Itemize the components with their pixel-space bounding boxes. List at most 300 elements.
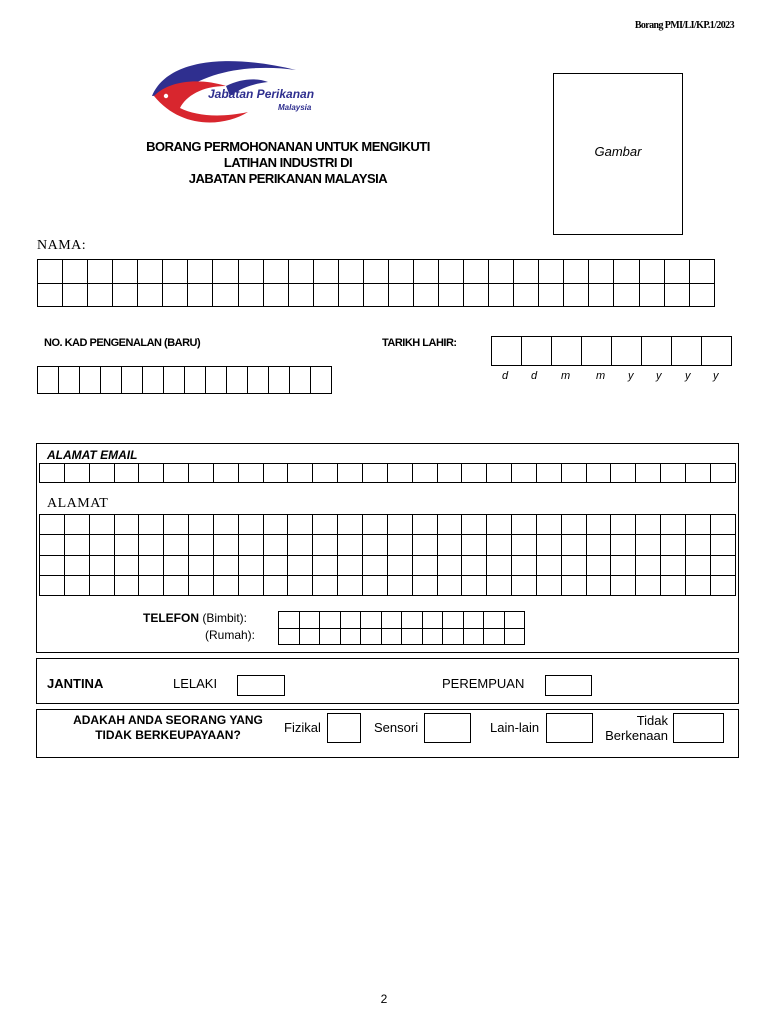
nama-cell[interactable]	[664, 283, 689, 307]
email-cell[interactable]	[263, 464, 288, 483]
disability-question	[40, 713, 296, 743]
nama-cell[interactable]	[63, 283, 88, 307]
ic-cell[interactable]	[227, 367, 248, 394]
alamat-cell[interactable]	[288, 535, 313, 555]
alamat-cell[interactable]	[561, 575, 586, 595]
alamat-cell[interactable]	[586, 515, 611, 535]
title-line-1: BORANG PERMOHONANAN UNTUK MENGIKUTI	[146, 139, 430, 154]
alamat-cell[interactable]	[263, 515, 288, 535]
email-cell[interactable]	[89, 464, 114, 483]
alamat-cell[interactable]	[189, 575, 214, 595]
telefon-cell[interactable]	[484, 612, 505, 629]
nama-cell[interactable]	[213, 260, 238, 284]
alamat-cell[interactable]	[387, 575, 412, 595]
alamat-cell[interactable]	[710, 555, 735, 575]
alamat-cell[interactable]	[437, 535, 462, 555]
alamat-cell[interactable]	[313, 555, 338, 575]
email-label: ALAMAT EMAIL	[47, 448, 138, 462]
nama-cell[interactable]	[514, 260, 539, 284]
alamat-cell[interactable]	[213, 515, 238, 535]
alamat-cell[interactable]	[288, 575, 313, 595]
nama-cell[interactable]	[288, 260, 313, 284]
telefon-cell[interactable]	[463, 612, 484, 629]
ic-cell[interactable]	[122, 367, 143, 394]
nama-row	[38, 260, 715, 284]
sensori-label: Sensori	[374, 720, 419, 735]
telefon-cell[interactable]	[422, 612, 443, 629]
date-hint-y2: y	[656, 370, 662, 382]
telefon-cell[interactable]	[279, 628, 300, 645]
jabatan-perikanan-logo	[150, 52, 322, 130]
alamat-cell[interactable]	[437, 515, 462, 535]
photo-box[interactable]	[553, 73, 683, 235]
email-cell[interactable]	[64, 464, 89, 483]
nama-cell[interactable]	[614, 283, 639, 307]
email-cell[interactable]	[661, 464, 686, 483]
date-hint-m2: m	[596, 370, 606, 382]
alamat-cell[interactable]	[661, 555, 686, 575]
alamat-label: ALAMAT	[47, 496, 109, 511]
telefon-cell[interactable]	[402, 612, 423, 629]
alamat-cell[interactable]	[512, 555, 537, 575]
alamat-cell[interactable]	[710, 575, 735, 595]
alamat-cell[interactable]	[189, 535, 214, 555]
alamat-cell[interactable]	[338, 575, 363, 595]
telefon-cell[interactable]	[484, 628, 505, 645]
telefon-cell[interactable]	[443, 628, 464, 645]
ic-cell[interactable]	[248, 367, 269, 394]
form-title	[110, 139, 466, 187]
alamat-cell[interactable]	[164, 575, 189, 595]
alamat-cell[interactable]	[512, 515, 537, 535]
lelaki-label: LELAKI	[173, 676, 218, 691]
alamat-cell[interactable]	[40, 535, 65, 555]
nama-cell[interactable]	[689, 283, 714, 307]
nama-cell[interactable]	[338, 260, 363, 284]
alamat-cell[interactable]	[40, 575, 65, 595]
alamat-cell[interactable]	[89, 575, 114, 595]
ic-cell[interactable]	[143, 367, 164, 394]
disability-question-line-1: ADAKAH ANDA SEORANG YANG	[73, 713, 263, 727]
email-grid[interactable]	[39, 463, 736, 483]
telefon-cell[interactable]	[504, 628, 525, 645]
alamat-cell[interactable]	[487, 535, 512, 555]
alamat-cell[interactable]	[586, 575, 611, 595]
date-hint-d2: d	[531, 370, 538, 382]
nama-grid[interactable]	[37, 259, 715, 307]
alamat-cell[interactable]	[64, 535, 89, 555]
fizikal-label: Fizikal	[284, 720, 321, 735]
telefon-cell[interactable]	[340, 612, 361, 629]
alamat-cell[interactable]	[114, 555, 139, 575]
nama-cell[interactable]	[439, 260, 464, 284]
alamat-cell[interactable]	[536, 575, 561, 595]
email-cell[interactable]	[437, 464, 462, 483]
email-cell[interactable]	[114, 464, 139, 483]
dob-cell[interactable]	[642, 337, 672, 366]
nama-cell[interactable]	[313, 283, 338, 307]
alamat-cell[interactable]	[412, 535, 437, 555]
alamat-cell[interactable]	[636, 555, 661, 575]
alamat-cell[interactable]	[288, 515, 313, 535]
alamat-cell[interactable]	[462, 515, 487, 535]
nama-cell[interactable]	[589, 283, 614, 307]
alamat-cell[interactable]	[40, 515, 65, 535]
alamat-cell[interactable]	[164, 535, 189, 555]
nama-cell[interactable]	[639, 283, 664, 307]
lelaki-checkbox[interactable]	[237, 675, 285, 696]
page-number: 2	[380, 992, 388, 1006]
alamat-cell[interactable]	[338, 555, 363, 575]
ic-cell[interactable]	[290, 367, 311, 394]
alamat-cell[interactable]	[462, 575, 487, 595]
alamat-cell[interactable]	[536, 535, 561, 555]
telefon-cell[interactable]	[299, 628, 320, 645]
nama-cell[interactable]	[439, 283, 464, 307]
nama-cell[interactable]	[539, 260, 564, 284]
alamat-cell[interactable]	[313, 575, 338, 595]
dob-label: TARIKH LAHIR:	[382, 337, 457, 349]
perempuan-label: PEREMPUAN	[442, 676, 525, 691]
alamat-cell[interactable]	[462, 535, 487, 555]
alamat-cell[interactable]	[139, 515, 164, 535]
alamat-cell[interactable]	[64, 575, 89, 595]
alamat-cell[interactable]	[661, 515, 686, 535]
lain-lain-label: Lain-lain	[490, 720, 540, 735]
tidak-berkenaan-checkbox[interactable]	[673, 713, 724, 743]
telefon-grid[interactable]	[278, 611, 525, 645]
alamat-cell[interactable]	[362, 515, 387, 535]
nama-cell[interactable]	[664, 260, 689, 284]
nama-cell[interactable]	[38, 260, 63, 284]
alamat-cell[interactable]	[64, 515, 89, 535]
alamat-cell[interactable]	[387, 515, 412, 535]
dob-cell[interactable]	[492, 337, 522, 366]
alamat-cell[interactable]	[40, 555, 65, 575]
telefon-title: TELEFON	[143, 611, 199, 625]
alamat-cell[interactable]	[512, 575, 537, 595]
alamat-row	[40, 575, 736, 595]
alamat-cell[interactable]	[338, 515, 363, 535]
ic-cell[interactable]	[185, 367, 206, 394]
dob-grid[interactable]	[491, 336, 732, 366]
dob-cell[interactable]	[552, 337, 582, 366]
alamat-cell[interactable]	[487, 575, 512, 595]
alamat-cell[interactable]	[362, 535, 387, 555]
alamat-cell[interactable]	[387, 535, 412, 555]
ic-grid[interactable]	[37, 366, 332, 394]
ic-cell[interactable]	[311, 367, 332, 394]
email-cell[interactable]	[362, 464, 387, 483]
alamat-cell[interactable]	[412, 575, 437, 595]
logo-subtext: Malaysia	[278, 103, 312, 112]
nama-cell[interactable]	[639, 260, 664, 284]
nama-cell[interactable]	[188, 260, 213, 284]
alamat-cell[interactable]	[536, 515, 561, 535]
alamat-cell[interactable]	[362, 555, 387, 575]
email-cell[interactable]	[338, 464, 363, 483]
nama-cell[interactable]	[413, 260, 438, 284]
alamat-cell[interactable]	[710, 515, 735, 535]
dob-cell[interactable]	[522, 337, 552, 366]
nama-cell[interactable]	[288, 283, 313, 307]
alamat-cell[interactable]	[139, 535, 164, 555]
telefon-cell[interactable]	[361, 612, 382, 629]
nama-cell[interactable]	[88, 260, 113, 284]
telefon-cell[interactable]	[443, 612, 464, 629]
ic-cell[interactable]	[80, 367, 101, 394]
ic-cell[interactable]	[164, 367, 185, 394]
nama-cell[interactable]	[564, 283, 589, 307]
alamat-cell[interactable]	[561, 515, 586, 535]
lain-lain-checkbox[interactable]	[546, 713, 593, 743]
telefon-cell[interactable]	[402, 628, 423, 645]
alamat-cell[interactable]	[288, 555, 313, 575]
ic-cell[interactable]	[101, 367, 122, 394]
title-line-3: JABATAN PERIKANAN MALAYSIA	[188, 171, 388, 186]
telefon-cell[interactable]	[320, 628, 341, 645]
alamat-cell[interactable]	[636, 575, 661, 595]
email-cell[interactable]	[412, 464, 437, 483]
alamat-cell[interactable]	[685, 515, 710, 535]
email-cell[interactable]	[189, 464, 214, 483]
nama-label: NAMA:	[37, 238, 87, 253]
alamat-cell[interactable]	[412, 555, 437, 575]
alamat-cell[interactable]	[139, 575, 164, 595]
alamat-cell[interactable]	[685, 535, 710, 555]
telefon-row	[279, 628, 525, 645]
telefon-cell[interactable]	[299, 612, 320, 629]
email-cell[interactable]	[611, 464, 636, 483]
alamat-cell[interactable]	[512, 535, 537, 555]
email-cell[interactable]	[685, 464, 710, 483]
telefon-cell[interactable]	[279, 612, 300, 629]
email-cell[interactable]	[710, 464, 735, 483]
alamat-cell[interactable]	[238, 515, 263, 535]
telefon-cell[interactable]	[422, 628, 443, 645]
rumah-label: (Rumah):	[205, 628, 256, 642]
nama-cell[interactable]	[564, 260, 589, 284]
email-cell[interactable]	[313, 464, 338, 483]
alamat-cell[interactable]	[213, 555, 238, 575]
alamat-row	[40, 515, 736, 535]
alamat-cell[interactable]	[238, 535, 263, 555]
alamat-cell[interactable]	[89, 515, 114, 535]
nama-cell[interactable]	[689, 260, 714, 284]
alamat-cell[interactable]	[611, 575, 636, 595]
email-cell[interactable]	[636, 464, 661, 483]
alamat-cell[interactable]	[114, 575, 139, 595]
nama-cell[interactable]	[363, 283, 388, 307]
alamat-cell[interactable]	[487, 515, 512, 535]
nama-cell[interactable]	[138, 283, 163, 307]
dob-cell[interactable]	[612, 337, 642, 366]
nama-cell[interactable]	[413, 283, 438, 307]
alamat-cell[interactable]	[362, 575, 387, 595]
nama-cell[interactable]	[188, 283, 213, 307]
nama-cell[interactable]	[539, 283, 564, 307]
nama-cell[interactable]	[464, 260, 489, 284]
nama-cell[interactable]	[238, 283, 263, 307]
nama-cell[interactable]	[63, 260, 88, 284]
nama-cell[interactable]	[263, 283, 288, 307]
email-cell[interactable]	[512, 464, 537, 483]
alamat-cell[interactable]	[661, 575, 686, 595]
alamat-cell[interactable]	[685, 555, 710, 575]
alamat-cell[interactable]	[89, 535, 114, 555]
alamat-cell[interactable]	[139, 555, 164, 575]
email-cell[interactable]	[164, 464, 189, 483]
nama-cell[interactable]	[489, 283, 514, 307]
fizikal-checkbox[interactable]	[327, 713, 361, 743]
alamat-cell[interactable]	[238, 555, 263, 575]
alamat-cell[interactable]	[114, 515, 139, 535]
nama-cell[interactable]	[213, 283, 238, 307]
telefon-cell[interactable]	[463, 628, 484, 645]
nama-cell[interactable]	[489, 260, 514, 284]
nama-cell[interactable]	[313, 260, 338, 284]
nama-cell[interactable]	[38, 283, 63, 307]
email-cell[interactable]	[586, 464, 611, 483]
telefon-cell[interactable]	[504, 612, 525, 629]
alamat-cell[interactable]	[412, 515, 437, 535]
nama-cell[interactable]	[614, 260, 639, 284]
date-hint-d1: d	[502, 370, 509, 382]
alamat-cell[interactable]	[114, 535, 139, 555]
tidak-berkenaan-label	[598, 713, 668, 743]
email-cell[interactable]	[487, 464, 512, 483]
telefon-row	[279, 612, 525, 629]
sensori-checkbox[interactable]	[424, 713, 471, 743]
alamat-cell[interactable]	[89, 555, 114, 575]
telefon-cell[interactable]	[361, 628, 382, 645]
nama-cell[interactable]	[388, 283, 413, 307]
nama-cell[interactable]	[163, 283, 188, 307]
photo-label: Gambar	[594, 144, 642, 159]
alamat-cell[interactable]	[710, 535, 735, 555]
email-row	[40, 464, 736, 483]
form-reference-code: Borang PMI/LI/KP.1/2023	[634, 20, 734, 31]
nama-cell[interactable]	[238, 260, 263, 284]
nama-cell[interactable]	[138, 260, 163, 284]
alamat-cell[interactable]	[462, 555, 487, 575]
alamat-cell[interactable]	[586, 555, 611, 575]
tidak-berkenaan-line-1: Tidak	[636, 713, 668, 728]
ic-cell[interactable]	[206, 367, 227, 394]
email-cell[interactable]	[40, 464, 65, 483]
email-cell[interactable]	[213, 464, 238, 483]
dob-row	[492, 337, 732, 366]
nama-cell[interactable]	[338, 283, 363, 307]
telefon-cell[interactable]	[320, 612, 341, 629]
alamat-cell[interactable]	[263, 535, 288, 555]
alamat-cell[interactable]	[263, 555, 288, 575]
date-hint-m1: m	[561, 370, 571, 382]
nama-cell[interactable]	[589, 260, 614, 284]
ic-cell[interactable]	[269, 367, 290, 394]
nama-row	[38, 283, 715, 307]
email-cell[interactable]	[238, 464, 263, 483]
alamat-cell[interactable]	[636, 515, 661, 535]
email-cell[interactable]	[387, 464, 412, 483]
alamat-cell[interactable]	[387, 555, 412, 575]
alamat-cell[interactable]	[64, 555, 89, 575]
alamat-cell[interactable]	[437, 575, 462, 595]
dob-cell[interactable]	[582, 337, 612, 366]
alamat-cell[interactable]	[611, 535, 636, 555]
nama-cell[interactable]	[263, 260, 288, 284]
tidak-berkenaan-line-2: Berkenaan	[605, 728, 668, 743]
alamat-cell[interactable]	[313, 535, 338, 555]
alamat-cell[interactable]	[213, 575, 238, 595]
email-cell[interactable]	[462, 464, 487, 483]
nama-cell[interactable]	[88, 283, 113, 307]
alamat-cell[interactable]	[189, 555, 214, 575]
nama-cell[interactable]	[163, 260, 188, 284]
telefon-label	[143, 611, 247, 625]
nama-cell[interactable]	[363, 260, 388, 284]
email-cell[interactable]	[288, 464, 313, 483]
alamat-cell[interactable]	[536, 555, 561, 575]
alamat-cell[interactable]	[661, 535, 686, 555]
ic-row	[38, 367, 332, 394]
date-hint-y3: y	[685, 370, 691, 382]
nama-cell[interactable]	[113, 260, 138, 284]
alamat-cell[interactable]	[164, 555, 189, 575]
jantina-label: JANTINA	[47, 676, 104, 691]
title-line-2: LATIHAN INDUSTRI DI	[223, 155, 353, 170]
alamat-cell[interactable]	[561, 535, 586, 555]
alamat-cell[interactable]	[164, 515, 189, 535]
telefon-cell[interactable]	[340, 628, 361, 645]
date-hint-y4: y	[713, 370, 719, 382]
logo-text: Jabatan Perikanan	[208, 87, 315, 101]
telefon-cell[interactable]	[381, 612, 402, 629]
nama-cell[interactable]	[464, 283, 489, 307]
nama-cell[interactable]	[514, 283, 539, 307]
alamat-cell[interactable]	[561, 555, 586, 575]
dob-cell[interactable]	[702, 337, 732, 366]
alamat-cell[interactable]	[238, 575, 263, 595]
alamat-cell[interactable]	[611, 515, 636, 535]
alamat-cell[interactable]	[685, 575, 710, 595]
perempuan-checkbox[interactable]	[545, 675, 592, 696]
email-cell[interactable]	[561, 464, 586, 483]
telefon-cell[interactable]	[381, 628, 402, 645]
alamat-cell[interactable]	[189, 515, 214, 535]
alamat-cell[interactable]	[611, 555, 636, 575]
nama-cell[interactable]	[113, 283, 138, 307]
ic-cell[interactable]	[38, 367, 59, 394]
email-cell[interactable]	[139, 464, 164, 483]
alamat-cell[interactable]	[313, 515, 338, 535]
email-cell[interactable]	[536, 464, 561, 483]
alamat-cell[interactable]	[213, 535, 238, 555]
alamat-cell[interactable]	[263, 575, 288, 595]
dob-cell[interactable]	[672, 337, 702, 366]
ic-cell[interactable]	[59, 367, 80, 394]
alamat-row	[40, 535, 736, 555]
alamat-row	[40, 555, 736, 575]
nama-cell[interactable]	[388, 260, 413, 284]
alamat-cell[interactable]	[636, 535, 661, 555]
alamat-cell[interactable]	[487, 555, 512, 575]
alamat-cell[interactable]	[437, 555, 462, 575]
bimbit-label: (Bimbit):	[202, 611, 248, 625]
alamat-cell[interactable]	[586, 535, 611, 555]
alamat-cell[interactable]	[338, 535, 363, 555]
alamat-grid[interactable]	[39, 514, 736, 596]
